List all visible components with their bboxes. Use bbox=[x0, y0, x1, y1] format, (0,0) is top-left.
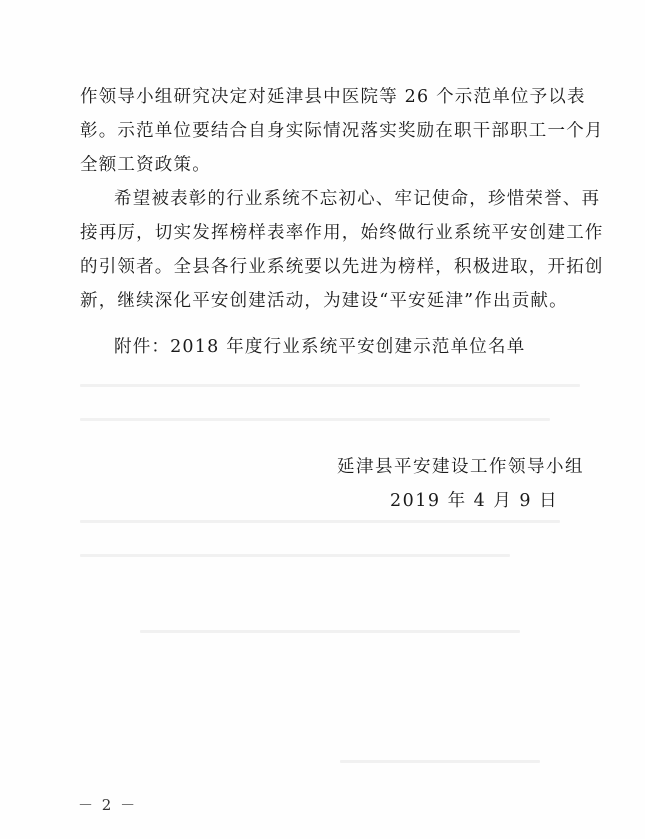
paragraph-2-line-3: 的引领者。全县各行业系统要以先进为榜样，积极进取，开拓创 bbox=[80, 257, 604, 277]
paragraph-2-line-4: 新，继续深化平安创建活动，为建设“平安延津”作出贡献。 bbox=[80, 291, 568, 311]
bleed-through-mark bbox=[80, 384, 580, 387]
paragraph-1-line-2: 彰。示范单位要结合自身实际情况落实奖励在职干部职工一个月 bbox=[80, 121, 604, 141]
paragraph-2-line-1: 希望被表彰的行业系统不忘初心、牢记使命，珍惜荣誉、再 bbox=[114, 189, 601, 209]
signature-organization: 延津县平安建设工作领导小组 bbox=[337, 457, 584, 477]
bleed-through-mark bbox=[340, 760, 540, 763]
signature-date: 2019 年 4 月 9 日 bbox=[390, 491, 559, 511]
bleed-through-mark bbox=[80, 418, 550, 421]
bleed-through-mark bbox=[80, 554, 510, 557]
bleed-through-mark bbox=[140, 630, 520, 633]
paragraph-1-line-3: 全额工资政策。 bbox=[80, 155, 211, 175]
attachment-note: 附件：2018 年度行业系统平安创建示范单位名单 bbox=[114, 337, 526, 357]
paragraph-2-line-2: 接再厉，切实发挥榜样表率作用，始终做行业系统平安创建工作 bbox=[80, 223, 604, 243]
paragraph-1-line-1: 作领导小组研究决定对延津县中医院等 26 个示范单位予以表 bbox=[80, 87, 586, 107]
bleed-through-mark bbox=[80, 520, 560, 523]
page-number: － 2 － bbox=[78, 796, 138, 814]
